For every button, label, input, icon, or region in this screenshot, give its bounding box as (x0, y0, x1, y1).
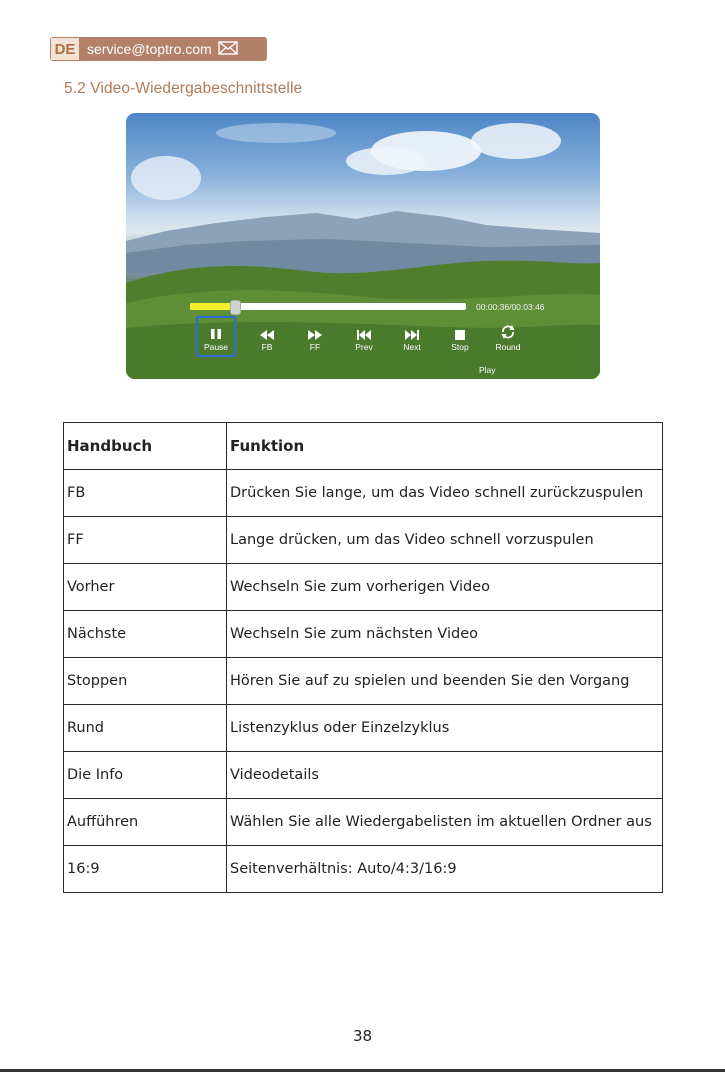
previous-button[interactable] (344, 318, 384, 358)
row-key: Die Info (64, 752, 227, 799)
next-label: Next (403, 342, 421, 352)
row-desc: Wechseln Sie zum nächsten Video (227, 611, 663, 658)
table-row (64, 658, 663, 705)
table-row (64, 470, 663, 517)
table-row (64, 611, 663, 658)
table-row (64, 517, 663, 564)
repeat-button[interactable] (488, 318, 528, 358)
row-desc: Seitenverhältnis: Auto/4:3/16:9 (227, 846, 663, 893)
row-key: Nächste (64, 611, 227, 658)
row-desc: Listenzyklus oder Einzelzyklus (227, 705, 663, 752)
row-desc: Lange drücken, um das Video schnell vorzuspulen (227, 517, 663, 564)
video-player-screenshot (126, 113, 600, 379)
row-key: Aufführen (64, 799, 227, 846)
row-desc: Videodetails (227, 752, 663, 799)
table-header-row (64, 423, 663, 470)
fb-label: FB (261, 342, 273, 352)
envelope-icon (218, 41, 238, 58)
language-tag: DE (50, 37, 80, 61)
row-desc: Hören Sie auf zu spielen und beenden Sie den Vorgang (227, 658, 663, 705)
next-button[interactable] (392, 318, 432, 358)
fast-backward-button[interactable] (247, 318, 287, 358)
row-desc: Wählen Sie alle Wiedergabelisten im aktuellen Ordner aus (227, 799, 663, 846)
round-label: Round (495, 342, 521, 352)
stop-label: Stop (451, 342, 469, 352)
page-number: 38 (352, 1027, 373, 1045)
function-table (63, 422, 663, 893)
prev-label: Prev (355, 342, 373, 352)
fast-forward-icon (308, 318, 322, 340)
header-badge (50, 37, 267, 61)
stop-icon (455, 318, 465, 340)
progress-bar[interactable] (190, 303, 466, 310)
previous-icon (357, 318, 371, 340)
service-email (80, 37, 267, 61)
header-manual: Handbuch (64, 423, 227, 470)
row-key: FF (64, 517, 227, 564)
next-icon (405, 318, 419, 340)
row-desc: Wechseln Sie zum vorherigen Video (227, 564, 663, 611)
fast-backward-icon (260, 318, 274, 340)
pause-button[interactable] (196, 316, 236, 357)
ff-label: FF (309, 342, 321, 352)
fast-forward-button[interactable] (295, 318, 335, 358)
email-text: service@toptro.com (87, 41, 212, 57)
header-function: Funktion (227, 423, 663, 470)
row-key: FB (64, 470, 227, 517)
pause-icon (210, 318, 222, 340)
row-key: Rund (64, 705, 227, 752)
section-title: 5.2 Video-Wiedergabeschnittstelle (64, 80, 303, 97)
row-key: 16:9 (64, 846, 227, 893)
table-row (64, 846, 663, 893)
table-row (64, 799, 663, 846)
progress-fill (190, 303, 234, 310)
table-row (64, 705, 663, 752)
row-desc: Drücken Sie lange, um das Video schnell zurückzuspulen (227, 470, 663, 517)
table-row (64, 752, 663, 799)
repeat-icon (500, 318, 516, 340)
table-row (64, 564, 663, 611)
pause-label: Pause (203, 342, 229, 352)
row-key: Vorher (64, 564, 227, 611)
stop-button[interactable] (440, 318, 480, 358)
play-label: Play (479, 365, 496, 375)
row-key: Stoppen (64, 658, 227, 705)
progress-knob[interactable] (230, 300, 241, 315)
playback-time: 00:00:36/00:03:46 (476, 302, 545, 312)
